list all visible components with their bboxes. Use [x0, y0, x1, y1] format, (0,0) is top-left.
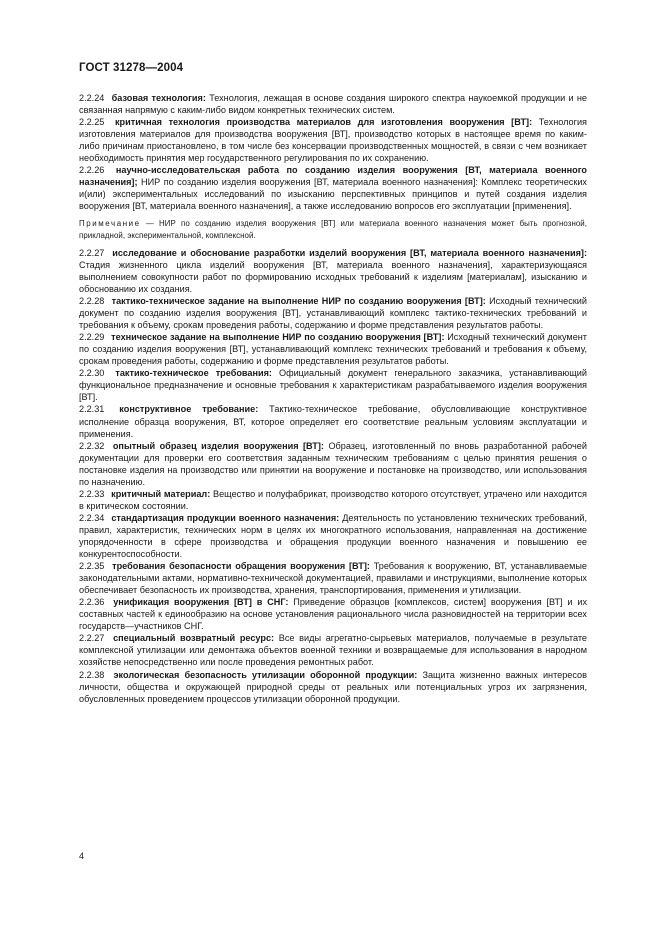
clause-number: 2.2.33 [79, 488, 105, 499]
clause-text: Исходный технический документ по созданию изделия вооружения [ВТ], устанавливающий комплекс тактико-технических требований и требования к объему, срокам проведения работы, содержанию и форме представления результатов работы. [79, 296, 587, 331]
clause-number: 2.2.27 [79, 633, 105, 644]
clause-text: Исходный технический документ по созданию изделия вооружения [ВТ], устанавливающий комплекс технических требований и требования к объему, срокам проведения работы, содержанию и форме представления результатов работы. [79, 332, 587, 367]
clause-term: техническое задание на выполнение НИР по созданию вооружения [ВТ]: [111, 332, 445, 343]
note-text: — НИР по созданию изделия вооружения [ВТ] или материала военного назначения может быть прогнозной, прикладной, экспериментальной, комплексной. [79, 219, 587, 240]
clause-2-2-26 [79, 164, 587, 212]
clause-text: Все виды агрегатно-сырьевых материалов, получаемые в результате комплексной утилизации или демонтажа объектов военной техники и возвращаемые для использования в народном хозяйстве непосредственно или после проведения ремонтных работ. [79, 633, 587, 668]
document-body [79, 92, 587, 705]
clause-term: тактико-техническое задание на выполнение НИР по созданию вооружения [ВТ]: [111, 296, 486, 307]
clause-term: научно-исследовательская работа по созданию изделия вооружения [ВТ, материала военного назначения]; [79, 165, 587, 188]
clause-2-2-31 [79, 403, 587, 439]
clause-2-2-25 [79, 116, 587, 164]
clause-term: критичная технология производства материалов для изготовления вооружения [ВТ]: [114, 117, 533, 128]
clause-2-2-30 [79, 367, 587, 403]
clause-text: Тактико-техническое требование, обусловливающие конструктивное исполнение образца вооружения, ВТ, которое определяет его соответствие реальным условиям эксплуатации и применения. [79, 404, 587, 439]
clause-number: 2.2.27 [79, 247, 105, 258]
clause-term: опытный образец изделия вооружения [ВТ]: [112, 440, 324, 451]
clause-text: Официальный документ генерального заказчика, устанавливающий функциональное предназначение и основные требования к характеристикам разрабатываемого изделия вооружения [ВТ]. [79, 368, 587, 403]
clause-number: 2.2.35 [79, 561, 105, 572]
clause-2-2-24 [79, 92, 587, 116]
clause-number: 2.2.32 [79, 440, 105, 451]
page-header: ГОСТ 31278—2004 [79, 62, 184, 74]
clause-number: 2.2.29 [79, 332, 105, 343]
clause-term: тактико-техническое требования: [115, 368, 272, 379]
clause-2-2-35 [79, 560, 587, 596]
clause-2-2-33 [79, 488, 587, 512]
clause-2-2-32 [79, 440, 587, 488]
clause-term: экологическая безопасность утилизации оборонной продукции: [113, 669, 418, 680]
clause-term: специальный возвратный ресурс: [113, 633, 275, 644]
clause-term: конструктивное требование: [119, 404, 259, 415]
clause-text: Требования к вооружению, ВТ, устанавливаемые законодательными актами, нормативно-технической документацией, правилами и инструкциями, выполнение которых обеспечивает безопасность их производства, хранения, транспортирования, применения и утилизации. [79, 561, 587, 596]
clause-2-2-34 [79, 512, 587, 560]
clause-2-2-37 [79, 632, 587, 668]
clause-number: 2.2.30 [79, 368, 105, 379]
clause-text: Приведение образцов [комплексов, систем] вооружения [ВТ] и их составных частей к единообразию на основе установления рационального числа разновидностей на территории всех государств—участников СНГ. [79, 597, 588, 632]
clause-2-2-28 [79, 295, 587, 331]
clause-number: 2.2.31 [79, 404, 105, 415]
clause-text: Вещество и полуфабрикат, производство которого отсутствует, утрачено или находится в критическом состоянии. [79, 488, 587, 511]
clause-text: НИР по созданию изделия вооружения [ВТ, материала военного назначения]: Комплекс теоретических и(или) экспериментальных исследований по изысканию перспективных принципов и путей создания изделия вооружения [ВТ, материала военного назначения], а также исследованию вопросов его эксплуатации [применения]. [79, 177, 587, 212]
clause-term: стандартизация продукции военного назначения: [111, 512, 340, 523]
clause-2-2-29 [79, 331, 587, 367]
clause-term: унификация вооружения [ВТ] в СНГ: [113, 597, 289, 608]
clause-term: исследование и обоснование разработки изделий вооружения [ВТ, материала военного назначения]: [112, 247, 587, 258]
clause-number: 2.2.28 [79, 296, 105, 307]
note-label: Примечание [79, 219, 141, 229]
clause-number: 2.2.24 [79, 93, 105, 103]
clause-number: 2.2.26 [79, 165, 105, 176]
clause-term: требования безопасности обращения вооружения [ВТ]: [112, 561, 370, 572]
clause-text: Технология изготовления материалов для производства вооружения [ВТ], производство которых в настоящее время по каким-либо причинам приостановлено, в том числе без консервации производственных мощностей, в связи с чем возникает необходимость принятия мер государственного регулирования по их сохранению. [79, 117, 587, 164]
clause-2-2-36 [79, 596, 587, 632]
clause-number: 2.2.25 [79, 117, 105, 128]
note [79, 218, 587, 240]
clause-number: 2.2.34 [79, 512, 105, 523]
clause-text: Стадия жизненного цикла изделий вооружения [ВТ, материала военного назначения], характеризующаяся выполнением совокупности работ по формированию исходных требований к изделиям [материалам], изысканию и обоснованию их создания. [79, 259, 587, 295]
clause-2-2-27 [79, 247, 587, 295]
clause-term: базовая технология: [111, 93, 206, 103]
clause-number: 2.2.38 [79, 669, 105, 680]
clause-text: Технология, лежащая в основе создания широкого спектра наукоемкой продукции и не связанная напрямую с каким-либо видом конкретных технических систем. [79, 93, 587, 116]
clause-term: критичный материал: [111, 488, 211, 499]
clause-text: Защита жизненно важных интересов личности, общества и окружающей природной среды от реальных или потенциальных угроз их загрязнения, обусловленных проведением процессов утилизации оборонной продукции. [79, 669, 587, 704]
clause-text: Деятельность по установлению технических требований, правил, характеристик, технических норм в целях их многократного использования, направленная на достижение упорядоченности в сфере производства и обращения продукции военного назначения и повышению ее конкурентоспособности. [79, 512, 587, 560]
page-number: 4 [79, 851, 85, 861]
clause-number: 2.2.36 [79, 597, 105, 608]
clause-text: Образец, изготовленный по вновь разработанной рабочей документации для проверки его соответствия заданным техническим требованиям с целью принятия решения о постановке изделия на производство или принятии на вооружение и постановке на производство, или использования по назначению. [79, 440, 587, 487]
clause-2-2-38 [79, 669, 587, 705]
